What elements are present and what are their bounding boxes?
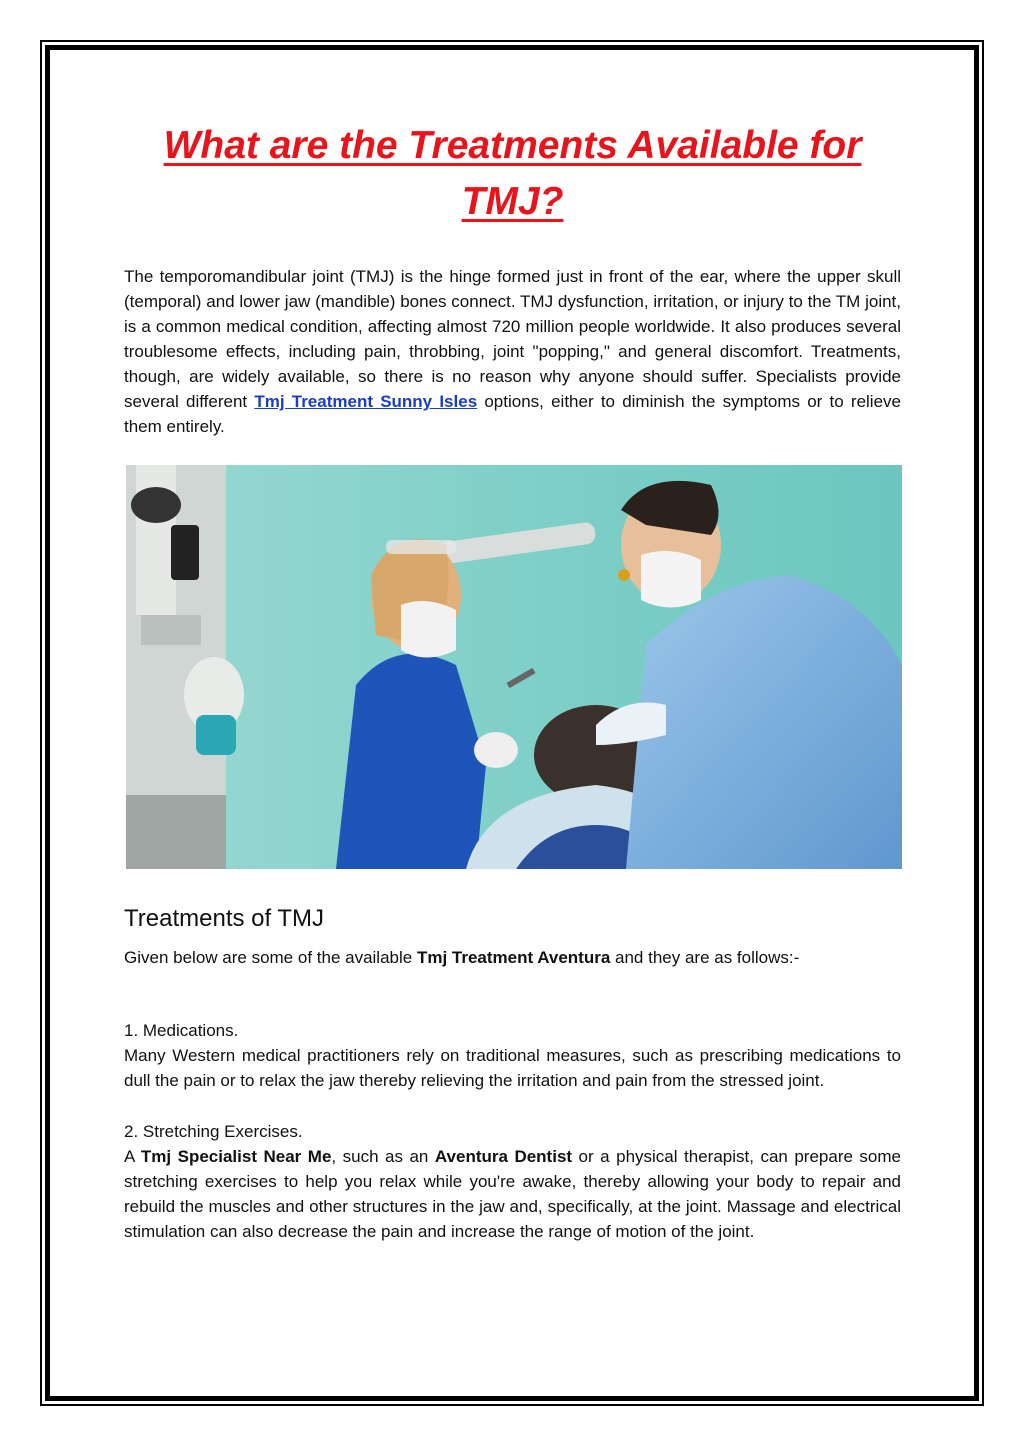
- tmj-treatment-sunny-isles-link[interactable]: Tmj Treatment Sunny Isles: [254, 392, 478, 411]
- treatment-item-medications: [124, 1018, 901, 1093]
- treatment-item-title: 1. Medications.: [124, 1021, 239, 1040]
- document-content: [124, 118, 901, 1244]
- intro-text-before: The temporomandibular joint (TMJ) is the hinge formed just in front of the ear, where the upper skull (temporal) and lower jaw (mandible) bones connect. TMJ dysfunction, irritation, or injury to the TM joint, is a common medical condition, affecting almost 720 million people worldwide. It also produces several troublesome effects, including pain, throbbing, joint "popping," and general discomfort. Treatments, though, are widely available, so there is no reason why anyone should suffer. Specialists provide several different: [124, 267, 901, 411]
- treatment-item-body: Many Western medical practitioners rely on traditional measures, such as prescribing medications to dull the pain or to relax the jaw thereby relieving the irritation and pain from the stressed joint.: [124, 1046, 901, 1090]
- tmj-treatment-aventura-keyword: Tmj Treatment Aventura: [416, 948, 611, 967]
- body-text-end: or a physical therapist, can prepare some stretching exercises to help you relax while you're awake, thereby allowing your body to repair and rebuild the muscles and other structures in the jaw and, specifically, at the joint. Massage and electrical stimulation can also decrease the pain and increase the range of motion of the joint.: [124, 1147, 902, 1241]
- body-text-mid: , such as an: [331, 1147, 435, 1166]
- dental-treatment-photo: [126, 465, 902, 869]
- treatment-item-body: [124, 1144, 901, 1244]
- treatment-item-title: 2. Stretching Exercises.: [124, 1122, 303, 1141]
- intro-text-after: options, either to diminish the symptoms or to relieve them entirely.: [124, 392, 901, 436]
- treatment-item-stretching: [124, 1119, 901, 1244]
- lead-text-after: and they are as follows:-: [610, 948, 800, 967]
- lead-text-before: Given below are some of the available: [124, 948, 417, 967]
- body-text-start: A: [124, 1147, 141, 1166]
- page-title: What are the Treatments Available for TMJ?: [163, 124, 862, 223]
- intro-paragraph: [124, 264, 901, 439]
- section-heading: Treatments of TMJ: [124, 905, 325, 932]
- tmj-specialist-keyword: Tmj Specialist Near Me: [140, 1147, 332, 1166]
- section-lead: [124, 945, 901, 970]
- aventura-dentist-keyword: Aventura Dentist: [434, 1147, 573, 1166]
